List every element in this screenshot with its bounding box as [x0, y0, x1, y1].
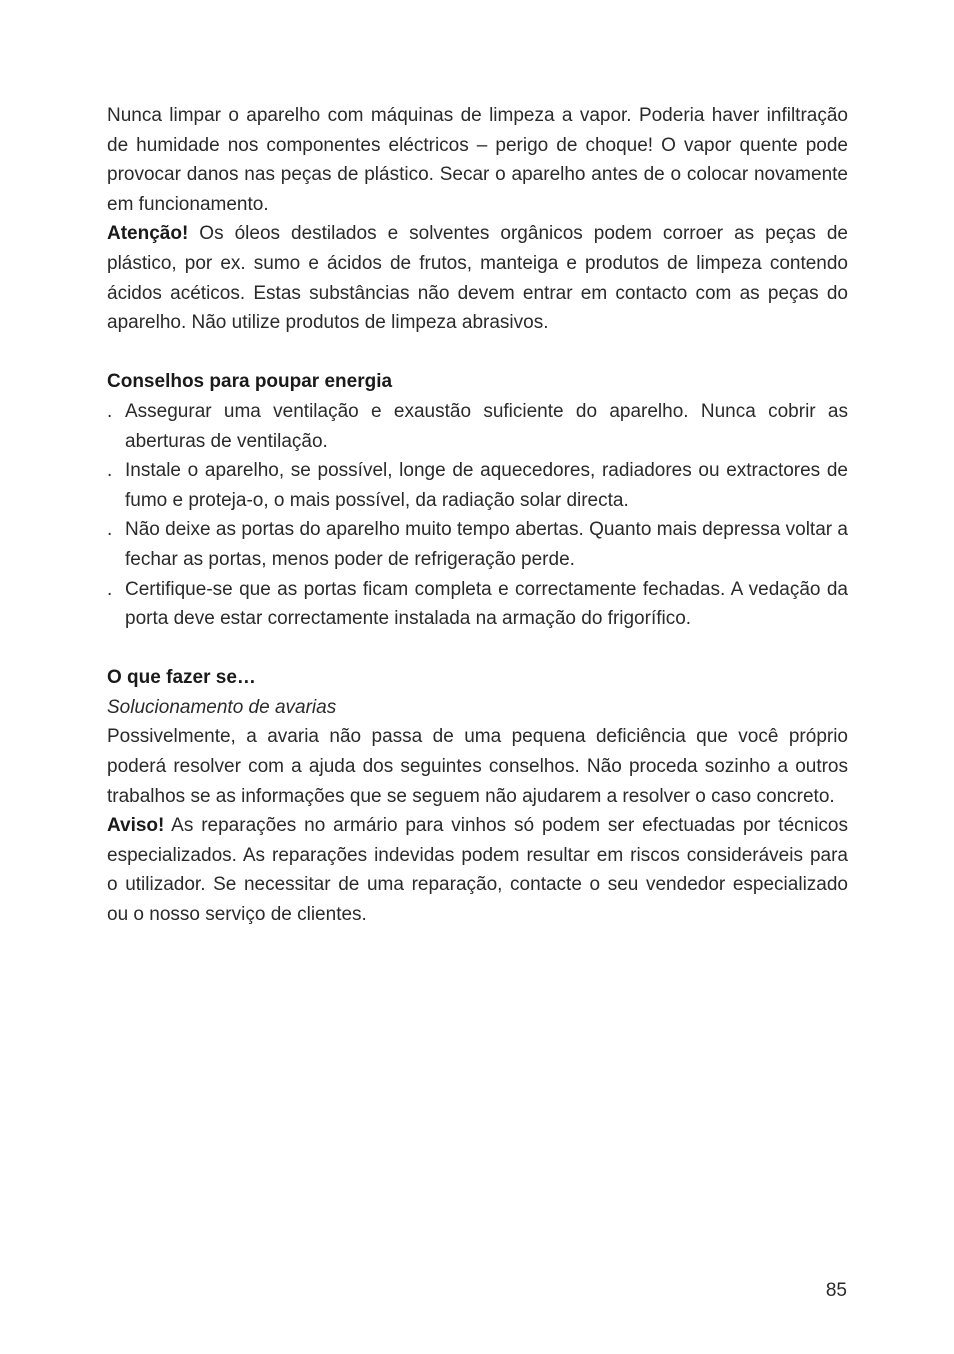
- list-item-text: Instale o aparelho, se possível, longe de aquecedores, radiadores ou extractores de fumo e proteja-o, o mais possível, da radiação solar directa.: [125, 460, 848, 511]
- cleaning-warning-text: Os óleos destilados e solventes orgânicos podem corroer as peças de plástico, por ex. sumo e ácidos de frutos, manteiga e produtos de limpeza contendo ácidos acéticos. Estas substâncias não devem entrar em contacto com as peças do aparelho. Não utilize produtos de limpeza abrasivos.: [107, 223, 848, 334]
- energy-tips-list: [107, 397, 848, 634]
- cleaning-warning-label: Atenção!: [107, 223, 189, 245]
- troubleshooting-warning-label: Aviso!: [107, 815, 165, 837]
- list-bullet: .: [107, 400, 113, 422]
- list-item: [107, 456, 848, 515]
- cleaning-paragraph: Nunca limpar o aparelho com máquinas de limpeza a vapor. Poderia haver infiltração de humidade nos componentes eléctricos – perigo de choque! O vapor quente pode provocar danos nas peças de plástico. Secar o aparelho antes de o colocar novamente em funcionamento.: [107, 105, 848, 215]
- troubleshooting-warning-text: As reparações no armário para vinhos só podem ser efectuadas por técnicos especializados. As reparações indevidas podem resultar em riscos consideráveis para o utilizador. Se necessitar de uma reparação, contacte o seu vendedor especializado ou o nosso serviço de clientes.: [107, 815, 848, 926]
- page-number: 85: [825, 1280, 847, 1301]
- list-item-text: Assegurar uma ventilação e exaustão suficiente do aparelho. Nunca cobrir as aberturas de ventilação.: [125, 400, 848, 452]
- troubleshooting-heading: O que fazer se…: [107, 667, 256, 689]
- list-item-text: Não deixe as portas do aparelho muito tempo abertas. Quanto mais depressa voltar a fechar as portas, menos poder de refrigeração perde.: [125, 519, 848, 570]
- troubleshooting-paragraph: Possivelmente, a avaria não passa de uma pequena deficiência que você próprio poderá resolver com a ajuda dos seguintes conselhos. Não proceda sozinho a outros trabalhos se as informações que se seguem não ajudarem a resolver o caso concreto.: [107, 726, 848, 807]
- list-bullet: .: [107, 578, 113, 600]
- list-item: [107, 575, 848, 634]
- energy-heading: Conselhos para poupar energia: [107, 371, 393, 393]
- troubleshooting-subheading: Solucionamento de avarias: [107, 696, 337, 718]
- troubleshooting-warning: [107, 811, 848, 929]
- list-bullet: .: [107, 519, 113, 541]
- list-item: [107, 397, 848, 456]
- section-gap: [107, 338, 848, 368]
- page-body: [107, 101, 848, 930]
- list-item-text: Certifique-se que as portas ficam completa e correctamente fechadas. A vedação da porta deve estar correctamente instalada na armação do frigorífico.: [125, 578, 848, 630]
- section-gap: [107, 634, 848, 664]
- list-item: [107, 515, 848, 574]
- cleaning-warning: [107, 219, 848, 337]
- list-bullet: .: [107, 460, 113, 482]
